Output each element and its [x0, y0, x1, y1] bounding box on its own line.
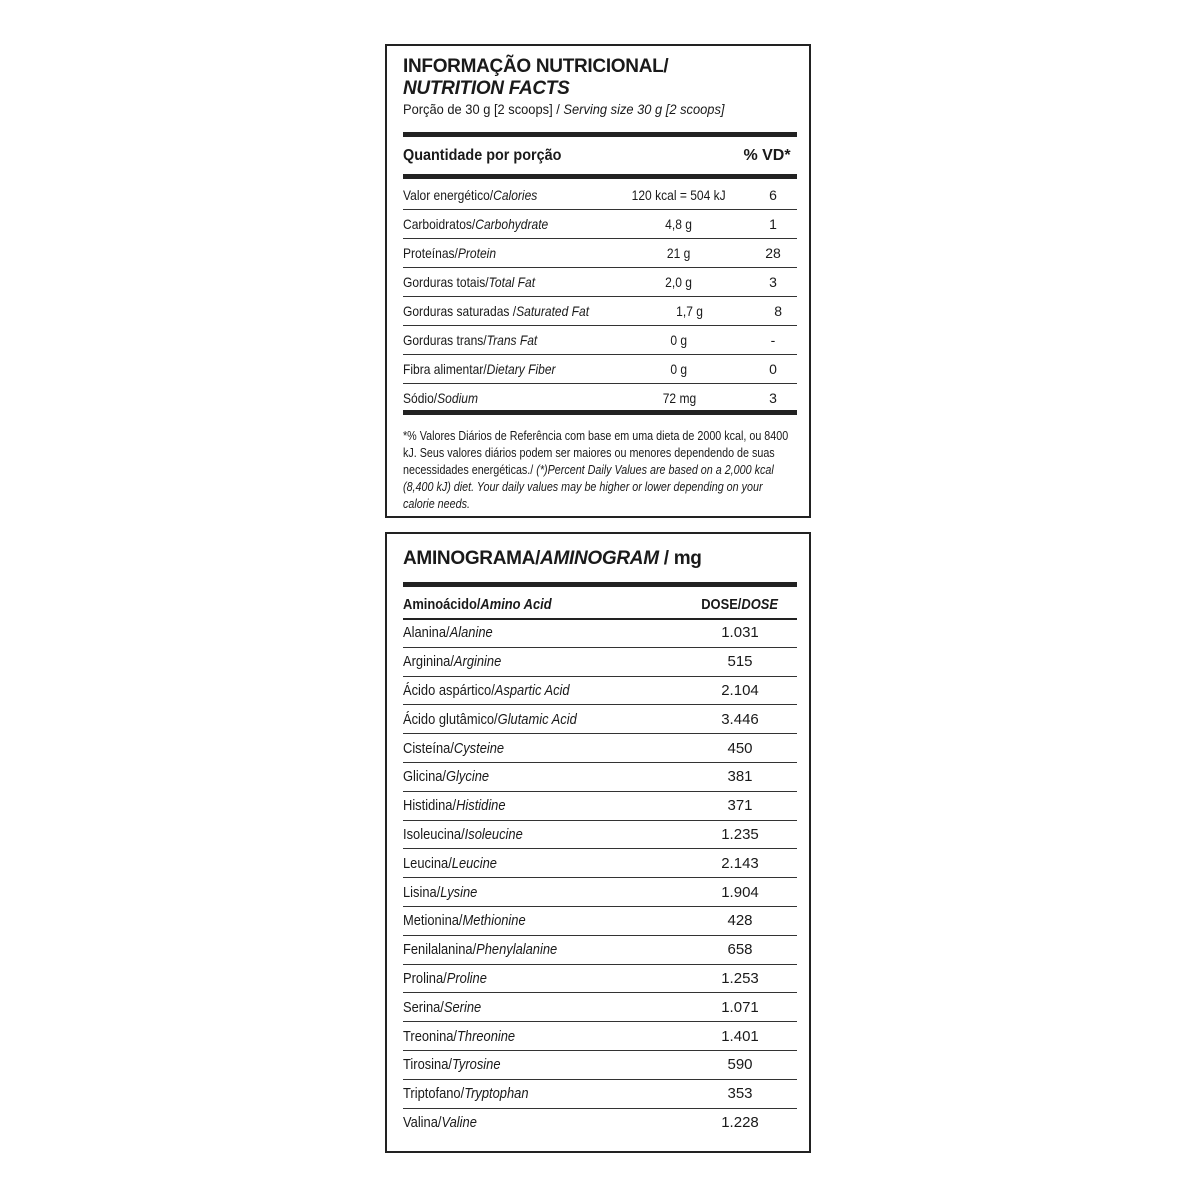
amino-acid-name-en: Alanine: [449, 624, 493, 642]
amino-acid-dose: 1.031: [721, 624, 759, 642]
amino-acid-name-en: Valine: [441, 1113, 477, 1131]
nutrient-amount: 120 kcal = 504 kJ: [631, 187, 727, 203]
nutrient-name-pt: Gorduras saturadas /: [403, 303, 517, 319]
amino-acid-dose: 1.253: [721, 969, 759, 987]
nutrient-name-en: Total Fat: [488, 274, 536, 290]
nutrient-name-en: Saturated Fat: [516, 303, 590, 319]
nutrient-name-pt: Proteínas/: [403, 245, 458, 261]
amino-acid-dose: 2.104: [721, 681, 759, 699]
serving-size: [403, 100, 765, 118]
amino-acid-name-en: Arginine: [453, 653, 502, 671]
amino-acid-name: [403, 1085, 528, 1102]
amino-acid-name-pt: Valina/: [403, 1113, 442, 1131]
footnote-pt: *% Valores Diários de Referência com base em uma dieta de 2000 kcal, ou 8400 kJ. Seus valores diários podem ser maiores ou menores dependendo de suas necessidades energéticas./: [403, 429, 789, 477]
nutrient-amount: 1,7 g: [675, 303, 703, 319]
amino-row: [403, 965, 797, 994]
amino-acid-dose: 353: [727, 1085, 753, 1103]
aminogram-title: [403, 548, 797, 570]
amino-acid-name-pt: Glicina/: [403, 768, 447, 786]
amino-acid-name-pt: Treonina/: [403, 1027, 458, 1045]
nutrient-name-pt: Valor energético/: [403, 187, 494, 203]
nutrition-title-pt: INFORMAÇÃO NUTRICIONAL/: [403, 56, 669, 77]
amino-acid-name: [403, 768, 489, 785]
amino-acid-name-pt: Fenilalanina/: [403, 941, 477, 959]
amino-acid-name: [403, 653, 501, 670]
header-dose-en: DOSE: [741, 595, 779, 613]
amino-acid-name-en: Leucine: [451, 854, 497, 872]
amino-acid-name-pt: Tirosina/: [403, 1056, 452, 1074]
header-amino-acid-en: Amino Acid: [480, 595, 552, 613]
amino-acid-dose: 590: [727, 1056, 753, 1074]
amino-acid-name-pt: Serina/: [403, 998, 444, 1016]
amino-row: [403, 849, 797, 878]
nutrient-name: [403, 216, 548, 232]
divider-thick: [403, 174, 797, 179]
amino-row: [403, 1080, 797, 1109]
amino-row: [403, 619, 797, 648]
aminogram-panel: [385, 532, 811, 1153]
divider-thick: [403, 132, 797, 137]
amino-acid-name-en: Proline: [446, 969, 487, 987]
nutrient-name-en: Calories: [493, 187, 538, 203]
nutrition-table: [403, 181, 797, 412]
amino-acid-name: [403, 855, 497, 872]
nutrition-row: [403, 384, 797, 412]
amino-row: [403, 936, 797, 965]
amino-row: [403, 734, 797, 763]
amino-acid-name-pt: Ácido aspártico/: [403, 681, 495, 699]
header-dose-pt: DOSE/: [701, 595, 742, 613]
amino-acid-name-en: Isoleucine: [464, 825, 523, 843]
amino-row: [403, 1109, 797, 1137]
nutrient-daily-value: 0: [769, 361, 777, 377]
nutrient-name-pt: Sódio/: [403, 390, 438, 406]
amino-acid-dose: 428: [727, 912, 753, 930]
nutrition-row: [403, 239, 797, 268]
nutrient-name-en: Protein: [457, 245, 497, 261]
amino-acid-name: [403, 711, 577, 728]
header-amount-per-serving: Quantidade por porção: [403, 147, 562, 164]
amino-acid-dose: 450: [727, 739, 753, 757]
amino-row: [403, 763, 797, 792]
amino-acid-dose: 1.904: [721, 883, 759, 901]
amino-acid-name-en: Aspartic Acid: [494, 681, 570, 699]
nutrient-daily-value: 8: [774, 303, 783, 319]
footnote-en: (*)Percent Daily Values are based on a 2,000 kcal (8,400 kJ) diet. Your daily values may be higher or lower depending on your calorie needs.: [403, 463, 774, 511]
nutrient-name-pt: Gorduras totais/: [403, 274, 489, 290]
amino-acid-name-en: Histidine: [456, 797, 506, 815]
amino-acid-name-en: Lysine: [440, 883, 478, 901]
nutrient-daily-value: 1: [769, 216, 777, 232]
amino-acid-name: [403, 1056, 501, 1073]
amino-row: [403, 821, 797, 850]
nutrient-name-en: Carbohydrate: [475, 216, 549, 232]
amino-acid-name-en: Tyrosine: [451, 1056, 501, 1074]
amino-acid-name-en: Cysteine: [453, 739, 505, 757]
nutrition-header: [403, 140, 797, 172]
nutrient-daily-value: -: [770, 332, 776, 348]
amino-acid-name-pt: Ácido glutâmico/: [403, 710, 498, 728]
amino-acid-name-pt: Alanina/: [403, 624, 450, 642]
nutrition-row: [403, 268, 797, 297]
header-daily-value: % VD*: [743, 147, 791, 164]
header-amino-acid: [403, 596, 644, 613]
amino-acid-name: [403, 826, 523, 843]
nutrition-footnote: [403, 428, 790, 513]
nutrient-daily-value: 6: [769, 187, 777, 203]
amino-acid-name-pt: Histidina/: [403, 797, 457, 815]
serving-size-en: Serving size 30 g [2 scoops]: [563, 101, 725, 117]
nutrient-name: [403, 361, 556, 377]
amino-acid-name: [403, 624, 493, 641]
amino-acid-name-en: Methionine: [462, 912, 526, 930]
amino-acid-name-en: Tryptophan: [464, 1085, 529, 1103]
amino-acid-dose: 515: [727, 653, 753, 671]
nutrient-name-en: Dietary Fiber: [486, 361, 556, 377]
amino-row: [403, 677, 797, 706]
nutrient-name-pt: Gorduras trans/: [403, 332, 487, 348]
amino-acid-name: [403, 682, 570, 699]
nutrient-daily-value: 28: [765, 245, 781, 261]
amino-acid-name: [403, 1028, 515, 1045]
nutrition-title-en: NUTRITION FACTS: [403, 78, 570, 99]
amino-acid-dose: 1.401: [721, 1027, 759, 1045]
amino-acid-name-pt: Metionina/: [403, 912, 463, 930]
amino-acid-name-pt: Isoleucina/: [403, 825, 465, 843]
amino-acid-dose: 2.143: [721, 854, 759, 872]
nutrient-name-en: Sodium: [437, 390, 478, 406]
nutrient-name: [403, 274, 535, 290]
amino-acid-name-pt: Lisina/: [403, 883, 441, 901]
divider-thick: [403, 410, 797, 415]
amino-acid-name-en: Glutamic Acid: [497, 710, 577, 728]
amino-acid-name: [403, 999, 481, 1016]
amino-acid-dose: 3.446: [721, 710, 759, 728]
amino-acid-dose: 1.071: [721, 998, 759, 1016]
amino-row: [403, 1051, 797, 1080]
amino-row: [403, 792, 797, 821]
amino-acid-name-pt: Leucina/: [403, 854, 452, 872]
amino-row: [403, 993, 797, 1022]
amino-acid-dose: 1.235: [721, 825, 759, 843]
amino-acid-name: [403, 941, 557, 958]
amino-acid-name: [403, 797, 506, 814]
nutrition-title: [403, 56, 797, 100]
header-dose: [683, 596, 797, 613]
amino-acid-name: [403, 740, 504, 757]
amino-row: [403, 907, 797, 936]
amino-acid-dose: 658: [727, 941, 753, 959]
amino-acid-name: [403, 884, 477, 901]
amino-acid-name-pt: Prolina/: [403, 969, 447, 987]
amino-acid-name: [403, 970, 487, 987]
nutrition-row: [403, 326, 797, 355]
nutrient-name: [403, 390, 478, 406]
header-amino-acid-pt: Aminoácido/: [403, 595, 481, 613]
serving-size-pt: Porção de 30 g [2 scoops] /: [403, 101, 564, 117]
nutrient-name: [403, 245, 496, 261]
nutrition-row: [403, 297, 797, 326]
amino-acid-name-en: Threonine: [457, 1027, 516, 1045]
nutrient-amount: 72 mg: [662, 390, 696, 406]
amino-acid-dose: 381: [727, 768, 753, 786]
nutrition-row: [403, 355, 797, 384]
aminogram-title-en: AMINOGRAM: [540, 548, 659, 569]
amino-acid-name-pt: Triptofano/: [403, 1085, 465, 1103]
nutrient-amount: 21 g: [667, 245, 691, 261]
nutrient-amount: 0 g: [670, 332, 688, 348]
nutrient-name: [403, 332, 537, 348]
amino-row: [403, 648, 797, 677]
nutrient-daily-value: 3: [769, 274, 777, 290]
divider-thick: [403, 582, 797, 587]
nutrient-name-pt: Fibra alimentar/: [403, 361, 487, 377]
nutrient-amount: 2,0 g: [665, 274, 693, 290]
nutrition-row: [403, 181, 797, 210]
amino-acid-name-pt: Cisteína/: [403, 739, 454, 757]
amino-acid-name-en: Serine: [443, 998, 482, 1016]
nutrient-name: [403, 303, 589, 319]
nutrient-name-pt: Carboidratos/: [403, 216, 476, 232]
amino-acid-dose: 371: [727, 797, 753, 815]
aminogram-title-pt: AMINOGRAMA/: [403, 548, 541, 569]
amino-acid-name: [403, 912, 526, 929]
aminogram-title-unit: / mg: [658, 548, 702, 569]
amino-acid-dose: 1.228: [721, 1113, 759, 1131]
amino-row: [403, 705, 797, 734]
amino-acid-name-pt: Arginina/: [403, 653, 454, 671]
nutrient-name-en: Trans Fat: [486, 332, 538, 348]
nutrition-row: [403, 210, 797, 239]
amino-acid-name-en: Glycine: [446, 768, 490, 786]
amino-acid-name-en: Phenylalanine: [476, 941, 558, 959]
nutrient-name: [403, 187, 537, 203]
nutrient-daily-value: 3: [769, 390, 777, 406]
nutrition-facts-panel: [385, 44, 811, 518]
amino-row: [403, 878, 797, 907]
nutrient-amount: 4,8 g: [665, 216, 693, 232]
amino-row: [403, 1022, 797, 1051]
amino-acid-name: [403, 1114, 477, 1131]
nutrient-amount: 0 g: [670, 361, 688, 377]
aminogram-header: [403, 590, 797, 618]
aminogram-table: [403, 619, 797, 1136]
